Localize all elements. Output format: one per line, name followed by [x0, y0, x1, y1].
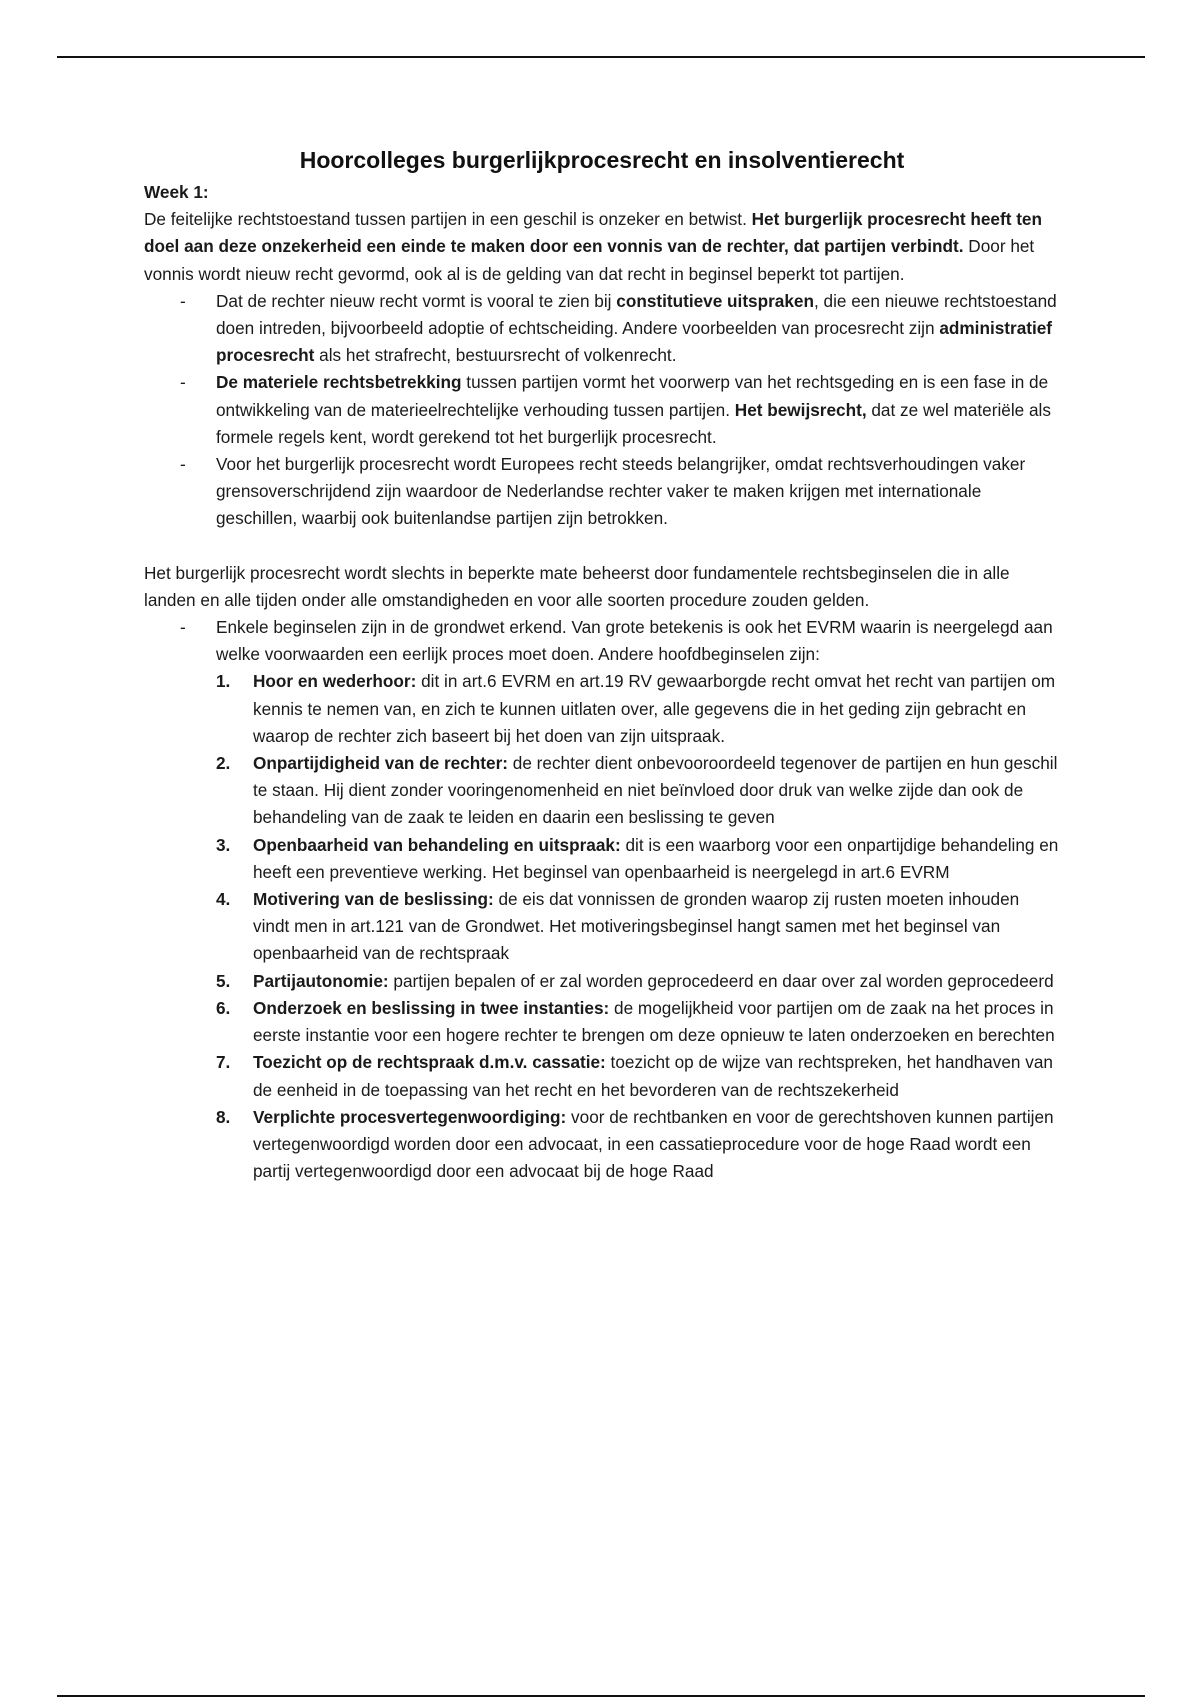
principle-title: Verplichte procesvertegenwoordiging: [253, 1106, 567, 1127]
principle-item [216, 832, 1060, 886]
principle-text: voor de rechtbanken en voor de gerechtshoven kunnen partijen vertegenwoordigd worden door een advocaat, in een cassatieprocedure voor de hoge Raad wordt een partij vertegenwoordigd door een advocaat bij de hoge Raad [253, 1106, 1054, 1182]
principle-title: Hoor en wederhoor: [253, 671, 417, 692]
principle-item [216, 995, 1060, 1049]
principle-text: dit in art.6 EVRM en art.19 RV gewaarborgde recht omvat het recht van partijen om kennis te nemen van, en zich te kunnen uitlaten over, alle gegevens die in het geding zijn gebracht en waarop de rechter zich baseert bij het doen van zijn uitspraak. [253, 671, 1056, 746]
document-title: Hoorcolleges burgerlijkprocesrecht en insolventierecht [299, 147, 905, 173]
principle-title: Openbaarheid van behandeling en uitspraak: [253, 834, 621, 855]
intro-bold-1: Het burgerlijk procesrecht heeft ten doel aan deze onzekerheid een einde te maken door een vonnis van de rechter, dat partijen verbindt. [144, 209, 1042, 257]
principle-item [216, 1049, 1060, 1103]
paragraph-spacer [144, 533, 1060, 560]
principles-list [216, 668, 1060, 1185]
week-heading: Week 1: [144, 182, 209, 202]
bullet-text: Dat de rechter nieuw recht vormt is vooral te zien bij [216, 290, 617, 311]
principle-text: partijen bepalen of er zal worden geprocedeerd en daar over zal worden geprocedeerd [388, 970, 1054, 991]
principle-number: 8. [216, 1106, 231, 1127]
bullet-text: dat ze wel materiële als formele regels kent, wordt gerekend tot het burgerlijk procesrecht. [216, 399, 1051, 447]
dash-bullet: - [180, 372, 186, 393]
principle-number: 2. [216, 753, 231, 774]
bullet-bold: constitutieve uitspraken [616, 290, 814, 311]
principle-number: 7. [216, 1052, 231, 1073]
list-item [180, 288, 1060, 370]
intro-text-1: De feitelijke rechtstoestand tussen partijen in een geschil is onzeker en betwist. [144, 209, 752, 230]
principle-item [216, 750, 1060, 832]
intro-text-2: Door het vonnis wordt nieuw recht gevormd, ook al is de gelding van dat recht in beginsel beperkt tot partijen. [144, 236, 1035, 284]
principle-item [216, 1104, 1060, 1186]
bullet-text: tussen partijen vormt het voorwerp van het rechtsgeding en is een fase in de ontwikkeling van de materieelrechtelijke verhouding tussen partijen. [216, 372, 1049, 420]
bullet-list-2 [144, 614, 1060, 1185]
list-item [180, 614, 1060, 1185]
principle-text: toezicht op de wijze van rechtspreken, het handhaven van de eenheid in de toepassing van het recht en het bevorderen van de rechtszekerheid [253, 1052, 1053, 1100]
bullet-text: als het strafrecht, bestuursrecht of volkenrecht. [314, 345, 677, 366]
principle-title: Onpartijdigheid van de rechter: [253, 753, 508, 774]
principle-number: 6. [216, 997, 231, 1018]
bullet-bold: administratief procesrecht [216, 318, 1053, 366]
principle-title: Partijautonomie: [253, 970, 389, 991]
dash-bullet: - [180, 617, 186, 638]
header-rule [57, 56, 1145, 58]
principle-item [216, 668, 1060, 750]
principle-text: de mogelijkheid voor partijen om de zaak na het proces in eerste instantie voor een hogere rechter te brengen om deze opnieuw te laten onderzoeken en berechten [253, 997, 1055, 1046]
footer-rule [57, 1695, 1145, 1697]
principle-title: Toezicht op de rechtspraak d.m.v. cassatie: [253, 1052, 606, 1073]
principle-text: de rechter dient onbevooroordeeld tegenover de partijen en hun geschil te staan. Hij dient zonder vooringenomenheid en niet beïnvloed door druk van welke zijde dan ook de behandeling van de zaak te leiden en daarin een beslissing te geven [253, 753, 1058, 828]
bullet-bold: De materiele rechtsbetrekking [216, 372, 462, 393]
bullet-text: Enkele beginselen zijn in de grondwet erkend. Van grote betekenis is ook het EVRM waarin is neergelegd aan welke voorwaarden een eerlijk proces moet doen. Andere hoofdbeginselen zijn: [216, 617, 1053, 665]
section-2-paragraph: Het burgerlijk procesrecht wordt slechts in beperkte mate beheerst door fundamentele rechtsbeginselen die in alle landen en alle tijden onder alle omstandigheden en voor alle soorten procedure zouden gelden. [144, 562, 1010, 610]
bullet-text: , die een nieuwe rechtstoestand doen intreden, bijvoorbeeld adoptie of echtscheiding. Andere voorbeelden van procesrecht zijn [216, 290, 1057, 339]
principle-item [216, 968, 1060, 995]
bullet-list-1 [144, 288, 1060, 533]
principle-title: Onderzoek en beslissing in twee instanties: [253, 997, 610, 1018]
principle-title: Motivering van de beslissing: [253, 889, 494, 910]
principle-item [216, 886, 1060, 968]
dash-bullet: - [180, 454, 186, 475]
bullet-text: Voor het burgerlijk procesrecht wordt Europees recht steeds belangrijker, omdat rechtsverhoudingen vaker grensoverschrijdend zijn waardoor de Nederlandse rechter vaker te maken krijgen met internationale geschillen, waarbij ook buitenlandse partijen zijn betrokken. [216, 454, 1026, 529]
principle-number: 1. [216, 671, 231, 692]
principle-text: dit is een waarborg voor een onpartijdige behandeling en heeft een preventieve werking. Het beginsel van openbaarheid is neergelegd in art.6 EVRM [253, 834, 1059, 882]
intro-paragraph [144, 206, 1060, 288]
principle-number: 4. [216, 889, 231, 910]
list-item [180, 451, 1060, 533]
principle-number: 5. [216, 970, 231, 991]
principle-number: 3. [216, 834, 231, 855]
principle-text: de eis dat vonnissen de gronden waarop zij rusten moeten inhouden vindt men in art.121 van de Grondwet. Het motiveringsbeginsel hangt samen met het beginsel van openbaarheid van de rechtspraak [253, 889, 1020, 964]
bullet-bold: Het bewijsrecht, [734, 399, 867, 420]
dash-bullet: - [180, 290, 186, 311]
document-body [144, 144, 1060, 1185]
list-item [180, 369, 1060, 451]
